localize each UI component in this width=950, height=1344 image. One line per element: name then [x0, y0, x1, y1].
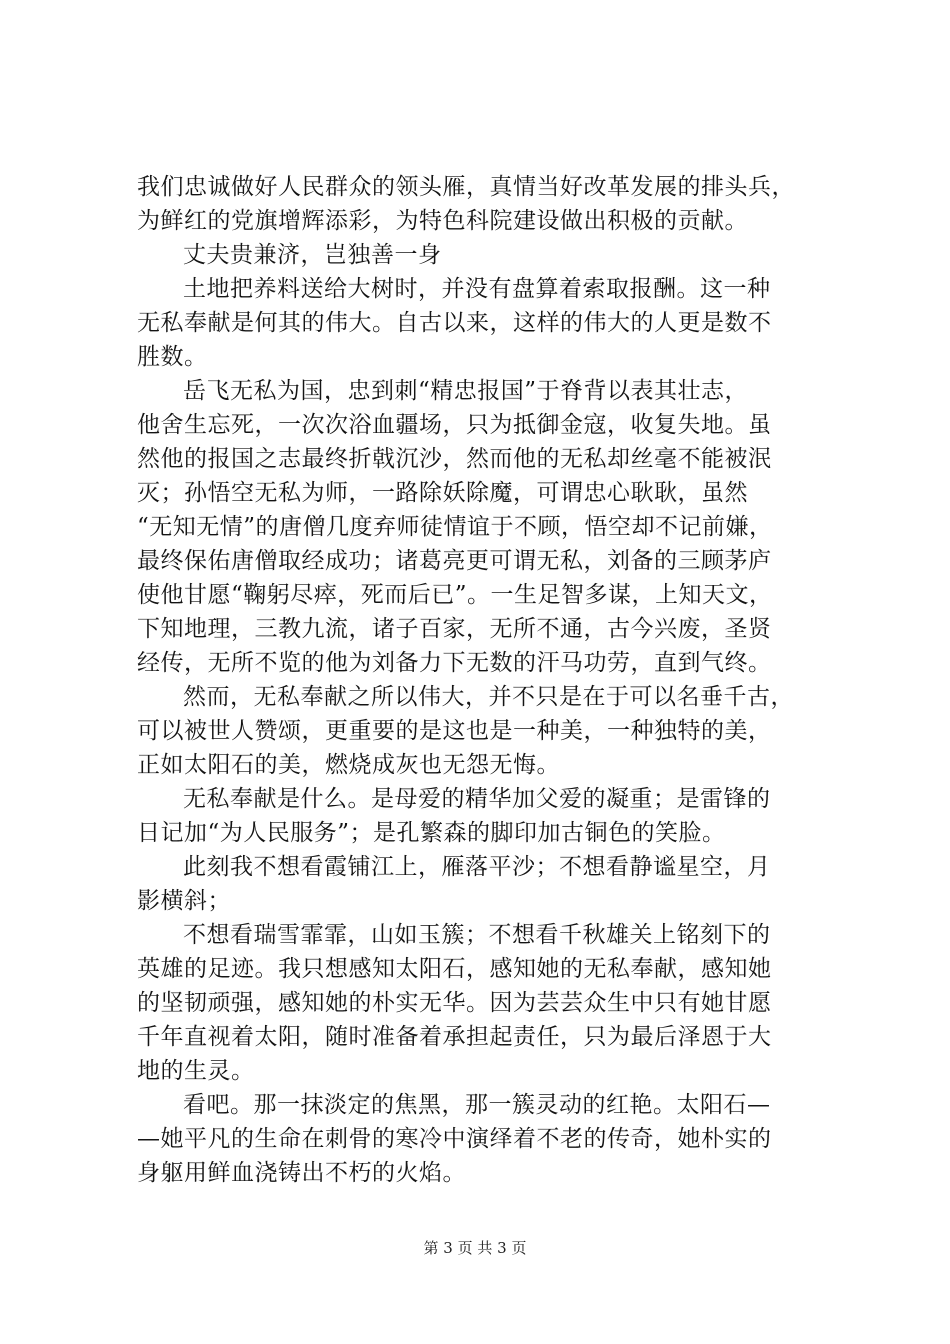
page-number-footer: 第 3 页 共 3 页 [423, 1239, 527, 1257]
text-line: 最终保佑唐僧取经成功；诸葛亮更可谓无私，刘备的三顾茅庐 [137, 548, 772, 574]
text-line: 胜数。 [137, 344, 208, 370]
text-line: —她平凡的生命在刺骨的寒冷中演绎着不老的传奇，她朴实的 [137, 1126, 772, 1152]
text-line: 下知地理，三教九流，诸子百家，无所不通，古今兴废，圣贤 [137, 616, 772, 642]
text-line: 岳飞无私为国，忠到刺“精忠报国”于脊背以表其壮志， [183, 378, 749, 404]
text-line: 然他的报国之志最终折戟沉沙，然而他的无私却丝毫不能被泯 [137, 446, 772, 472]
text-line: 土地把养料送给大树时，并没有盘算着索取报酬。这一种 [183, 276, 771, 302]
text-line: 为鲜红的党旗增辉添彩，为特色科院建设做出积极的贡献。 [137, 208, 748, 234]
text-line: 影横斜； [137, 888, 231, 914]
text-line: 日记加“为人民服务”；是孔繁森的脚印加古铜色的笑脸。 [137, 820, 726, 846]
text-line: 无私奉献是何其的伟大。自古以来，这样的伟大的人更是数不 [137, 310, 772, 336]
text-line: 使他甘愿“鞠躬尽瘁，死而后已”。一生足智多谋，上知天文， [137, 582, 773, 608]
text-line: 的坚韧顽强，感知她的朴实无华。因为芸芸众生中只有她甘愿 [137, 990, 772, 1016]
text-line: 然而，无私奉献之所以伟大，并不只是在于可以名垂千古， [183, 684, 794, 710]
text-line: 经传，无所不览的他为刘备力下无数的汗马功劳，直到气终。 [137, 650, 772, 676]
text-line: 身躯用鲜血浇铸出不朽的火焰。 [137, 1160, 466, 1186]
text-line: 此刻我不想看霞铺江上，雁落平沙；不想看静谧星空，月 [183, 854, 771, 880]
text-line: 不想看瑞雪霏霏，山如玉簇；不想看千秋雄关上铭刻下的 [183, 922, 771, 948]
section-heading: 丈夫贵兼济，岂独善一身 [183, 242, 442, 268]
document-body [137, 170, 837, 1190]
text-line: 看吧。那一抹淡定的焦黑，那一簇灵动的红艳。太阳石— [183, 1092, 771, 1118]
text-line: 他舍生忘死，一次次浴血疆场，只为抵御金寇，收复失地。虽 [137, 412, 772, 438]
text-line: “无知无情”的唐僧几度弃师徒情谊于不顾，悟空却不记前嫌， [137, 514, 773, 540]
text-line: 我们忠诚做好人民群众的领头雁，真情当好改革发展的排头兵， [137, 174, 795, 200]
text-line: 地的生灵。 [137, 1058, 255, 1084]
text-line: 可以被世人赞颂，更重要的是这也是一种美，一种独特的美， [137, 718, 772, 744]
text-line: 英雄的足迹。我只想感知太阳石，感知她的无私奉献，感知她 [137, 956, 772, 982]
text-line: 灭；孙悟空无私为师，一路除妖除魔，可谓忠心耿耿，虽然 [137, 480, 748, 506]
text-line: 无私奉献是什么。是母爱的精华加父爱的凝重；是雷锋的 [183, 786, 771, 812]
text-line: 千年直视着太阳，随时准备着承担起责任，只为最后泽恩于大 [137, 1024, 772, 1050]
text-line: 正如太阳石的美，燃烧成灰也无怨无悔。 [137, 752, 560, 778]
